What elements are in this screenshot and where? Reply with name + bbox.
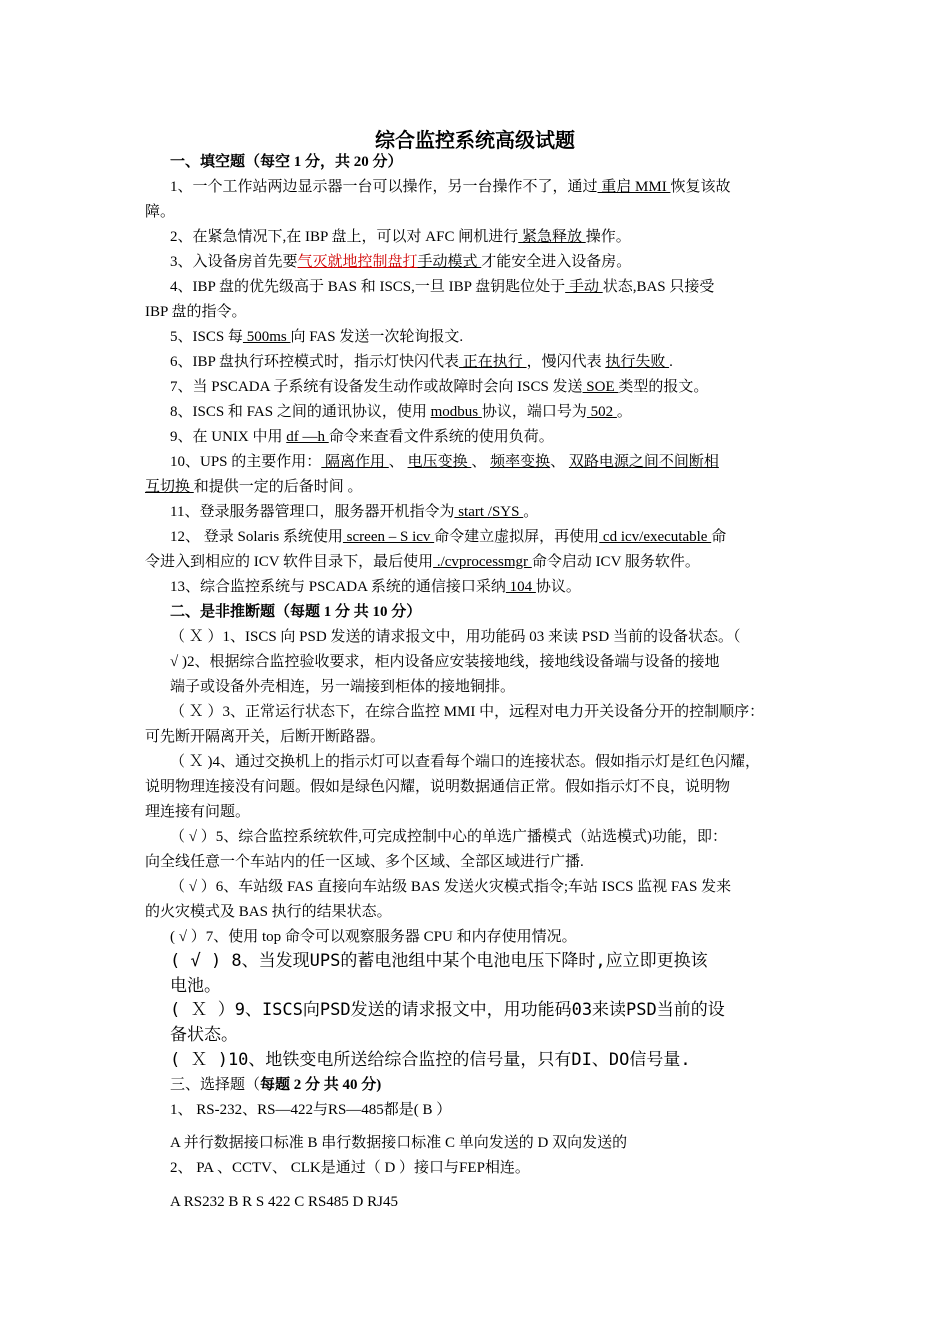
text-segment: 和提供一定的后备时间 。 — [193, 479, 363, 495]
text-segment: 9、在 UNIX 中用 — [170, 429, 287, 445]
text-line — [170, 452, 719, 472]
text-segment: 类型的报文。 — [618, 379, 709, 395]
text-line — [170, 677, 515, 697]
answer-blank: 104 — [505, 579, 536, 595]
text-segment: 3、入设备房首先要 — [170, 254, 298, 270]
text-segment: 的火灾模式及 BAS 执行的结果状态。 — [145, 904, 392, 920]
answer-blank: 502 — [586, 404, 617, 420]
text-segment: （ √ ）5、综合监控系统软件,可完成控制中心的单选广播模式（站选模式)功能，即： — [170, 829, 727, 845]
answer-blank: 隔离作用 — [321, 454, 389, 470]
answer-blank: 正在执行 — [459, 354, 527, 370]
text-segment: 向全线任意一个车站内的任一区域、多个区域、全部区域进行广播. — [145, 854, 584, 870]
text-segment: 每题 2 分 共 40 分) — [260, 1077, 382, 1093]
text-segment: 恢复该故 — [670, 179, 731, 195]
text-segment: 一、填空题（每空 1 分，共 20 分） — [170, 154, 403, 170]
text-line — [170, 327, 463, 347]
answer-blank: 重启 MMI — [597, 179, 671, 195]
text-segment: 才能安全进入设备房。 — [481, 254, 632, 270]
text-segment: 1、 RS-232、RS—422与RS—485都是( B ） — [170, 1102, 452, 1118]
answer-blank: 气灭就地控制盘打 — [297, 254, 418, 270]
text-line — [170, 951, 708, 971]
text-segment: 协议，端口号为 — [481, 404, 587, 420]
text-line — [170, 1075, 381, 1095]
document-title: 综合监控系统高级试题 — [375, 128, 575, 152]
text-segment: 11、登录服务器管理口，服务器开机指令为 — [170, 504, 455, 520]
text-segment: 10、UPS 的主要作用： — [170, 454, 322, 470]
text-segment: 命令启动 ICV 服务软件。 — [531, 554, 700, 570]
text-line — [170, 927, 577, 947]
text-segment: 1、一个工作站两边显示器一台可以操作，另一台操作不了，通过 — [170, 179, 598, 195]
text-line — [170, 652, 719, 672]
answer-blank: 500ms — [242, 329, 291, 345]
text-segment: . — [669, 354, 673, 370]
text-segment: ( Ｘ ）9、ISCS向PSD发送的请求报文中，用功能码03来读PSD当前的设 — [170, 1000, 725, 1020]
answer-blank: screen – S icv — [342, 529, 435, 545]
text-line — [170, 702, 764, 722]
text-line — [145, 302, 247, 322]
text-segment: 障。 — [145, 204, 176, 220]
text-line — [170, 352, 673, 372]
text-segment: ( √ ）7、使用 top 命令可以观察服务器 CPU 和内存使用情况。 — [170, 929, 577, 945]
text-line — [170, 1192, 398, 1212]
text-segment: 、 — [471, 454, 491, 470]
text-line — [170, 1050, 691, 1070]
text-line — [170, 1158, 530, 1178]
text-line — [170, 752, 760, 772]
text-segment: 可先断开隔离开关，后断开断路器。 — [145, 729, 386, 745]
answer-blank: cd icv/executable — [599, 529, 712, 545]
text-line — [170, 577, 581, 597]
text-segment: 。 — [523, 504, 539, 520]
text-segment: 命令建立虚拟屏，再使用 — [434, 529, 600, 545]
text-line — [145, 552, 700, 572]
text-segment: 操作。 — [585, 229, 631, 245]
text-line — [170, 377, 708, 397]
text-segment: 三、选择题（ — [170, 1077, 261, 1093]
text-segment: A RS232 B R S 422 C RS485 D RJ45 — [170, 1194, 398, 1210]
text-segment: 2、 PA 、CCTV、 CLK是通过（ D ）接口与FEP相连。 — [170, 1160, 530, 1176]
text-segment: 6、IBP 盘执行环控模式时，指示灯快闪代表 — [170, 354, 460, 370]
text-line — [170, 152, 403, 172]
answer-blank: 频率变换 — [490, 454, 551, 470]
text-line — [170, 1000, 725, 1020]
text-segment: 12、 登录 Solaris 系统使用 — [170, 529, 343, 545]
text-segment: 。 — [616, 404, 632, 420]
text-line — [170, 427, 554, 447]
text-segment: 令进入到相应的 ICV 软件目录下，最后使用 — [145, 554, 434, 570]
text-line — [145, 852, 584, 872]
text-segment: 命令来查看文件系统的使用负荷。 — [328, 429, 554, 445]
text-segment: ( √ ) 8、当发现UPS的蓄电池组中某个电池电压下降时,应立即更换该 — [170, 951, 708, 971]
text-line — [145, 802, 250, 822]
text-line — [170, 252, 631, 272]
text-segment: 7、当 PSCADA 子系统有设备发生动作或故障时会向 ISCS 发送 — [170, 379, 583, 395]
text-segment: 端子或设备外壳相连，另一端接到柜体的接地铜排。 — [170, 679, 516, 695]
text-segment: 向 FAS 发送一次轮询报文. — [290, 329, 464, 345]
answer-blank: 手动 — [565, 279, 603, 295]
text-line — [145, 477, 363, 497]
text-segment: （ √ ）6、车站级 FAS 直接向车站级 BAS 发送火灾模式指令;车站 ISCS 监视 FAS 发来 — [170, 879, 732, 895]
text-line — [145, 777, 730, 797]
text-line — [170, 1133, 627, 1153]
text-line — [170, 827, 727, 847]
text-segment: 电池。 — [170, 976, 221, 996]
text-segment: 备状态。 — [170, 1025, 238, 1045]
text-line — [170, 1025, 238, 1045]
text-segment: 、 — [388, 454, 408, 470]
text-line — [170, 627, 740, 647]
text-line — [170, 976, 221, 996]
text-line — [170, 602, 421, 622]
text-segment: 理连接有问题。 — [145, 804, 251, 820]
answer-blank: 互切换 — [145, 479, 194, 495]
text-segment: 13、综合监控系统与 PSCADA 系统的通信接口采纳 — [170, 579, 506, 595]
text-line — [170, 402, 632, 422]
text-line — [170, 877, 731, 897]
text-segment: 二、是非推断题（每题 1 分 共 10 分） — [170, 604, 422, 620]
answer-blank: 执行失败 — [605, 354, 670, 370]
answer-blank: 电压变换 — [407, 454, 472, 470]
text-segment: 4、IBP 盘的优先级高于 BAS 和 ISCS,一旦 IBP 盘钥匙位处于 — [170, 279, 566, 295]
text-segment: 协议。 — [535, 579, 581, 595]
answer-blank: modbus — [430, 404, 482, 420]
text-line — [145, 727, 385, 747]
text-segment: （ Ｘ )4、通过交换机上的指示灯可以查看每个端口的连接状态。假如指示灯是红色闪耀， — [170, 754, 760, 770]
answer-blank: start /SYS — [454, 504, 524, 520]
text-segment: 命 — [711, 529, 727, 545]
text-segment: 5、ISCS 每 — [170, 329, 243, 345]
text-segment: 状态,BAS 只接受 — [602, 279, 715, 295]
text-segment: ( Ｘ )10、地铁变电所送给综合监控的信号量，只有DI、DO信号量. — [170, 1050, 691, 1070]
text-line — [170, 527, 726, 547]
text-segment: ，慢闪代表 — [526, 354, 606, 370]
text-segment: （ Ｘ ）3、正常运行状态下，在综合监控 MMI 中，远程对电力开关设备分开的控制顺序： — [170, 704, 765, 720]
text-segment: （ Ｘ ）1、ISCS 向 PSD 发送的请求报文中，用功能码 03 来读 PSD 当前的设备状态。（ — [170, 629, 741, 645]
text-line — [170, 227, 631, 247]
text-line — [145, 202, 175, 222]
text-line — [170, 1100, 451, 1120]
text-segment: 说明物理连接没有问题。假如是绿色闪耀，说明数据通信正常。假如指示灯不良，说明物 — [145, 779, 731, 795]
text-segment: √ )2、根据综合监控验收要求，柜内设备应安装接地线，接地线设备端与设备的接地 — [170, 654, 720, 670]
text-segment: A 并行数据接口标准 B 串行数据接口标准 C 单向发送的 D 双向发送的 — [170, 1135, 628, 1151]
answer-blank: df —h — [286, 429, 329, 445]
answer-blank: 手动模式 — [417, 254, 482, 270]
text-segment: 2、在紧急情况下,在 IBP 盘上，可以对 AFC 闸机进行 — [170, 229, 519, 245]
text-line — [145, 902, 392, 922]
answer-blank: 紧急释放 — [518, 229, 586, 245]
text-segment: 8、ISCS 和 FAS 之间的通讯协议，使用 — [170, 404, 431, 420]
text-segment: IBP 盘的指令。 — [145, 304, 247, 320]
text-line — [170, 277, 714, 297]
answer-blank: ./cvprocessmgr — [433, 554, 532, 570]
text-line — [170, 502, 538, 522]
text-line — [170, 177, 730, 197]
answer-blank: SOE — [582, 379, 619, 395]
text-segment: 、 — [550, 454, 569, 470]
answer-blank: 双路电源之间不间断相 — [568, 454, 719, 470]
